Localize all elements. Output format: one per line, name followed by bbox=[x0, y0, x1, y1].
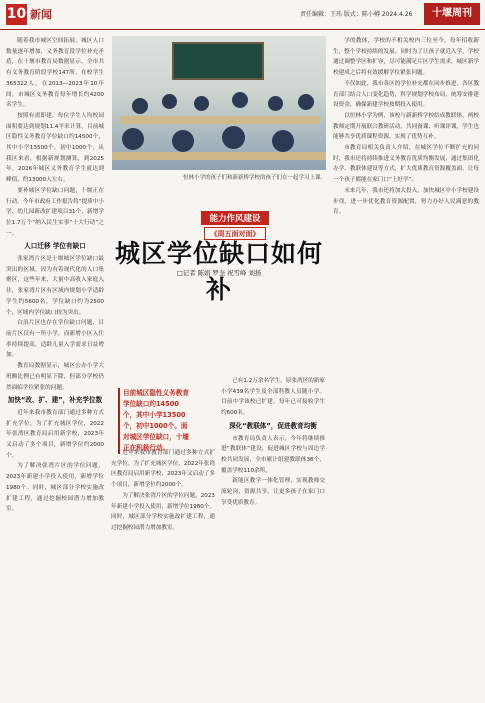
section-title: 新闻 bbox=[30, 8, 52, 21]
paragraph: 新能区教学一体化管理，实现教师交流轮岗，资源共享，让更多孩子在家门口享受优质教育。 bbox=[221, 478, 325, 506]
subheading: 人口迁移 学位有缺口 bbox=[24, 242, 86, 251]
paragraph: 教育局数据显示，城区公办小学大班额比例已有明显下降，但部分学校仍然面临学位紧张的问题。 bbox=[6, 363, 104, 391]
masthead-logo: 十堰周刊 bbox=[424, 3, 480, 25]
paragraph: 白浪片区也存在学位缺口问题，目前片区仅有一所小学，而新增小区入住率持续提高，适龄儿童入学需求日益增加。 bbox=[6, 320, 104, 359]
paragraph: 随着我市城区空间拓展，城区人口数量逐年增加，义务教育段学位补充矛盾，在十堰市教育局数据显示，全市共有义务教育阶段学校147所，在校学生365322人，在2013—2023年10年间，市城区义务教育每年增长约4200名学生。 bbox=[6, 38, 104, 109]
student-figure bbox=[268, 96, 283, 111]
student-figure bbox=[222, 126, 245, 149]
paragraph: 已有1.2万余名学生，原张湾区的新家小学439名学生及全部科教人员随小学。目前中学该校已扩建，每年已可接收学生约600名。 bbox=[221, 378, 325, 417]
student-figure bbox=[162, 94, 177, 109]
paragraph: 近年来我市教育部门通过多种方式扩充学位。为了扩充城区学位，2022年张湾区教育局启用新学校，2023年又启动了多个项目，新增学位约2000个。 bbox=[111, 450, 215, 489]
paragraph: 学的教体，学校的不相关校内三位至今，每年招收新生，整个学校持续的发展。同时为了让孩子就近入学，学校通过调整学区和扩容，尽可能满足片区学生需求，城区新学校建成之后将有效缓解学位紧张问题。 bbox=[333, 38, 479, 77]
student-figure bbox=[122, 128, 144, 150]
subheading: 深化“教联体”，促进教育均衡 bbox=[229, 421, 317, 430]
student-figure bbox=[172, 130, 194, 152]
subheading: 加快“改、扩、建”，补充学位数 bbox=[7, 396, 103, 405]
editor-line: 责任编辑：王玮 版式：陈小樽 2024.4.26 bbox=[300, 11, 413, 18]
paragraph: 按照有需即建，每位学生人均校园面积要达到规划11.4平米计算，目前城区隐性义务教育学位缺口约14500个，其中小学13500个，初中1000个，从我区来看，根据新规划测算，到2025年，2026年城区义务教育学生就达到峰值，约13000人左右。 bbox=[6, 112, 104, 184]
paragraph: 为了解决张湾片区的学位问题，2023年新建小学投入使用，新增学位1980个。同时，城区部分学校实施改扩建工程，通过挖掘校园潜力增加教室。 bbox=[111, 492, 215, 531]
column-4 bbox=[333, 36, 479, 698]
student-figure bbox=[232, 92, 248, 108]
classroom-photo bbox=[112, 36, 326, 170]
page-number: 10 bbox=[6, 4, 27, 25]
paragraph: 张家湾片区是十堰城区学位缺口最突出的区域。因为有着现代化的人口集聚区，这些年来，大量中高收入家庭入住，张家湾片区有区域内规划小学适龄学生约5600名，学位缺口约为2500个，区域内学位缺口较为突出。 bbox=[6, 256, 104, 316]
student-figure bbox=[194, 96, 209, 111]
byline: □记者 陈娟 罗奎 祝雪峰 刘扬 bbox=[176, 269, 262, 277]
paragraph: 市教育局负责人表示，今年将继续推进“教联体”建设，促进城区学校与周边学校共同发展，全市累计组建教联体36个，覆盖学校110余所。 bbox=[221, 435, 325, 474]
paragraph: 近年来我市教育部门通过多种方式扩充学位。为了扩充城区学位，2022年张湾区教育局启用新学校，2023年又启动了多个项目，新增学位约2000个。 bbox=[6, 409, 104, 459]
paragraph: 为了解决张湾片区的学位问题，2023年新建小学投入使用，新增学位1980个。同时，城区部分学校实施改扩建工程，通过挖掘校园潜力增加教室。 bbox=[6, 463, 104, 513]
column-3 bbox=[221, 376, 325, 698]
kicker-sub: 《周五面对面》 bbox=[204, 227, 266, 240]
paragraph: 市教育局相关负责人介绍，在城区学位不断扩充的同时，我市还将持续推进义务教育优质均衡发展，通过集团化办学、教联体建设等方式，扩大优质教育资源覆盖面，让每一个孩子都能在家门口“上好学”。 bbox=[333, 145, 479, 184]
paragraph: 不仅如此，我市各区的学位补充都在同步推进，各区教育部门结合人口变化趋势，科学规划学校布局，统筹安排建设资金，确保新建学校按期投入使用。 bbox=[333, 80, 479, 109]
paragraph: 以恒林小学为例，该校与新新桥学校结成教联体，两校教师定期开展联合教研活动，共同备课、听课评课，学生也能够共享优质课程资源，实现了优势互补。 bbox=[333, 112, 479, 141]
desk-row bbox=[112, 152, 326, 160]
student-figure bbox=[298, 94, 314, 110]
student-figure bbox=[272, 130, 294, 152]
pull-quote: 目前城区隐性义务教育学位缺口约14500个，其中小学13500个，初中1000个。面对城区学位缺口，十堰正在积极行动。 bbox=[118, 388, 190, 454]
page-header bbox=[0, 0, 485, 30]
desk-row bbox=[120, 116, 320, 124]
paragraph: 要补城区学位缺口问题，十堰正在行动。今年市政府工作报告将“提质中小学、幼儿园新改扩建项目31个，新增学位1.7万个”纳入民生实事“十大行动”之一。 bbox=[6, 187, 104, 237]
headline: 城区学位缺口如何补 bbox=[114, 239, 323, 304]
student-figure bbox=[132, 98, 148, 114]
kicker-label: 能力作风建设 bbox=[201, 211, 268, 225]
photo-caption: 恒林小学的孩子们和新新桥学校的孩子们在一起学习上课。 bbox=[182, 175, 326, 181]
paragraph: 未来几年，我市还将加大投入，加快城区中小学校建设步伐，进一步优化教育资源配置，努力办好人民满意的教育。 bbox=[333, 187, 479, 216]
column-1 bbox=[6, 36, 104, 698]
blackboard bbox=[172, 42, 264, 80]
